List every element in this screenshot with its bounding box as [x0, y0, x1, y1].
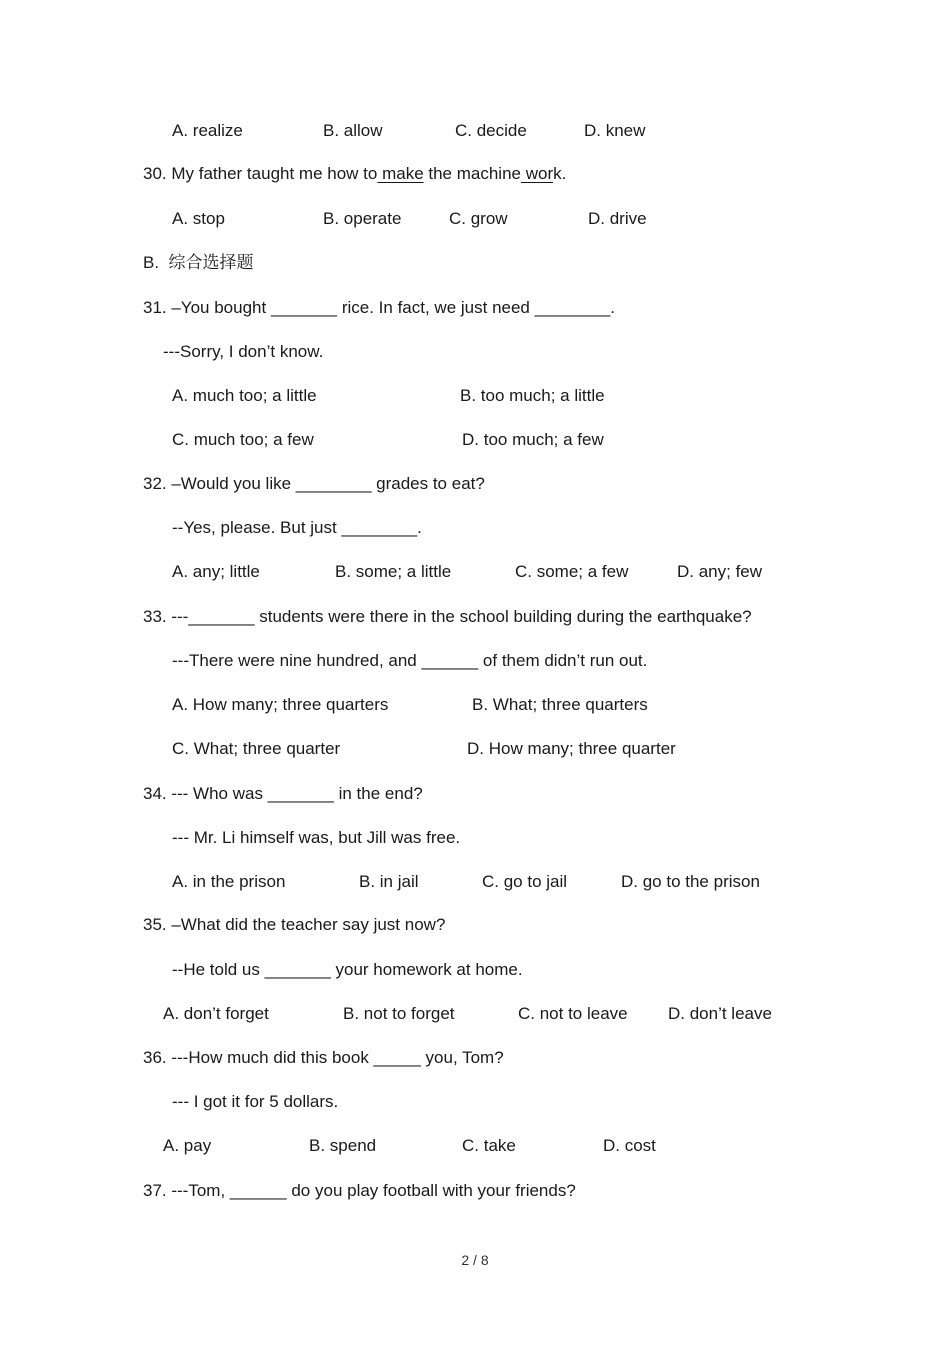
q32-option-a: A. any; little [172, 562, 260, 581]
q32-option-b: B. some; a little [335, 562, 452, 581]
q30-stem [143, 164, 566, 184]
q30-option-b: B. operate [323, 209, 402, 228]
q36-option-b: B. spend [309, 1136, 377, 1155]
q30-stem-mid: the machine [423, 164, 521, 183]
q30-option-a: A. stop [172, 209, 225, 228]
q33-option-a: A. How many; three quarters [172, 695, 389, 714]
q34-option-a: A. in the prison [172, 872, 286, 891]
q32-reply: --Yes, please. But just ________. [172, 518, 422, 537]
q34-option-c: C. go to jail [482, 872, 568, 891]
q30-stem-prefix: 30. My father taught me how to [143, 164, 378, 183]
q31-option-d: D. too much; a few [462, 430, 604, 449]
q31-option-b: B. too much; a little [460, 386, 605, 405]
q36-stem: 36. ---How much did this book _____ you, Tom? [143, 1048, 504, 1067]
q35-option-d: D. don’t leave [668, 1004, 772, 1023]
q31-reply: ---Sorry, I don’t know. [163, 342, 324, 361]
q31-option-a: A. much too; a little [172, 386, 317, 405]
q36-reply: --- I got it for 5 dollars. [172, 1092, 339, 1111]
q29-option-c: C. decide [455, 121, 527, 140]
q29-option-a: A. realize [172, 121, 243, 140]
q36-option-d: D. cost [603, 1136, 656, 1155]
q34-stem: 34. --- Who was _______ in the end? [143, 784, 423, 803]
q30-underlined-make: make [377, 164, 424, 183]
q33-option-d: D. How many; three quarter [467, 739, 676, 758]
q35-reply: --He told us _______ your homework at home. [172, 960, 523, 979]
q35-option-c: C. not to leave [518, 1004, 628, 1023]
q33-option-c: C. What; three quarter [172, 739, 341, 758]
q29-option-d: D. knew [584, 121, 646, 140]
q30-option-d: D. drive [588, 209, 647, 228]
q32-option-d: D. any; few [677, 562, 763, 581]
q34-option-b: B. in jail [359, 872, 419, 891]
q36-option-a: A. pay [163, 1136, 212, 1155]
q36-option-c: C. take [462, 1136, 516, 1155]
q35-stem: 35. –What did the teacher say just now? [143, 915, 446, 934]
q33-stem: 33. ---_______ students were there in the school building during the earthquake? [143, 607, 752, 626]
q29-option-b: B. allow [323, 121, 383, 140]
section-b-heading: B. 综合选择题 [143, 253, 254, 272]
q37-stem: 37. ---Tom, ______ do you play football with your friends? [143, 1181, 576, 1200]
q35-option-a: A. don’t forget [163, 1004, 269, 1023]
q34-reply: --- Mr. Li himself was, but Jill was free. [172, 828, 461, 847]
q35-option-b: B. not to forget [343, 1004, 455, 1023]
q33-option-b: B. What; three quarters [472, 695, 648, 714]
q30-stem-suffix: k. [553, 164, 567, 183]
q33-reply: ---There were nine hundred, and ______ of them didn’t run out. [172, 651, 648, 670]
q34-option-d: D. go to the prison [621, 872, 760, 891]
q32-stem: 32. –Would you like ________ grades to eat? [143, 474, 485, 493]
q30-underlined-work: wor [521, 164, 554, 183]
q31-option-c: C. much too; a few [172, 430, 314, 449]
q32-option-c: C. some; a few [515, 562, 629, 581]
page-number: 2 / 8 [461, 1252, 489, 1268]
q31-stem: 31. –You bought _______ rice. In fact, we just need ________. [143, 298, 615, 317]
q30-option-c: C. grow [449, 209, 508, 228]
